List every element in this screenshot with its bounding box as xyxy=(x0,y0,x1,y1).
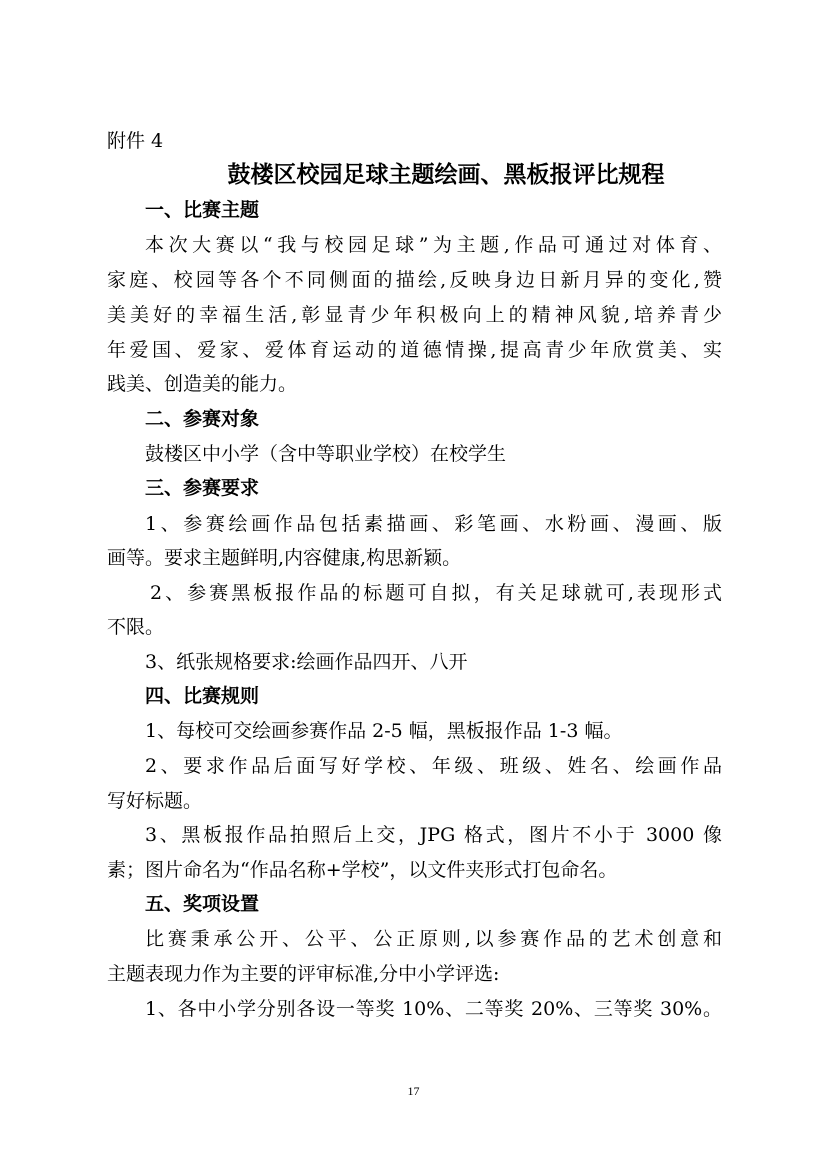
paragraph-line: 本次大赛以“我与校园足球”为主题,作品可通过对体育、 xyxy=(145,234,722,256)
paragraph-line: 画等。要求主题鲜明,内容健康,构思新颖。 xyxy=(107,547,462,569)
paragraph-line: 3、黑板报作品拍照后上交，JPG 格式，图片不小于 3000 像 xyxy=(145,824,722,846)
paragraph-line: 1、各中小学分别各设一等奖 10%、二等奖 20%、三等奖 30%。 xyxy=(145,998,722,1020)
paragraph-line: 主题表现力作为主要的评审标准,分中小学评选: xyxy=(107,963,500,985)
attachment-label: 附件 4 xyxy=(107,130,164,152)
paragraph-line: 1、参赛绘画作品包括素描画、彩笔画、水粉画、漫画、版 xyxy=(145,513,722,535)
section-heading-requirements: 三、参赛要求 xyxy=(145,477,260,499)
paragraph-line: 美美好的幸福生活,彰显青少年积极向上的精神风貌,培养青少 xyxy=(107,304,722,326)
paragraph-line: 比赛秉承公开、公平、公正原则,以参赛作品的艺术创意和 xyxy=(145,928,722,950)
paragraph-line: 年爱国、爱家、爱体育运动的道德情操,提高青少年欣赏美、实 xyxy=(107,339,722,361)
paragraph-line: 3、纸张规格要求:绘画作品四开、八开 xyxy=(145,651,468,673)
document-title: 鼓楼区校园足球主题绘画、黑板报评比规程 xyxy=(227,161,665,188)
paragraph-line: 写好标题。 xyxy=(107,790,203,812)
paragraph-line: 践美、创造美的能力。 xyxy=(107,373,298,395)
paragraph-line: 1、每校可交绘画参赛作品 2-5 幅，黑板报作品 1-3 幅。 xyxy=(145,720,623,742)
paragraph-line: 素；图片命名为“作品名称+学校”，以文件夹形式打包命名。 xyxy=(107,859,618,881)
paragraph-line: 2、参赛黑板报作品的标题可自拟，有关足球就可,表现形式 xyxy=(150,582,722,604)
paragraph-line: 不限。 xyxy=(107,616,165,638)
paragraph-line: 鼓楼区中小学（含中等职业学校）在校学生 xyxy=(145,443,507,465)
paragraph-line: 2、要求作品后面写好学校、年级、班级、姓名、绘画作品 xyxy=(145,755,722,777)
paragraph-line: 家庭、校园等各个不同侧面的描绘,反映身边日新月异的变化,赞 xyxy=(107,269,722,291)
section-heading-theme: 一、比赛主题 xyxy=(145,199,260,221)
section-heading-participants: 二、参赛对象 xyxy=(145,408,260,430)
page-number: 17 xyxy=(407,1084,420,1098)
section-heading-awards: 五、奖项设置 xyxy=(145,893,260,915)
section-heading-rules: 四、比赛规则 xyxy=(145,685,260,707)
